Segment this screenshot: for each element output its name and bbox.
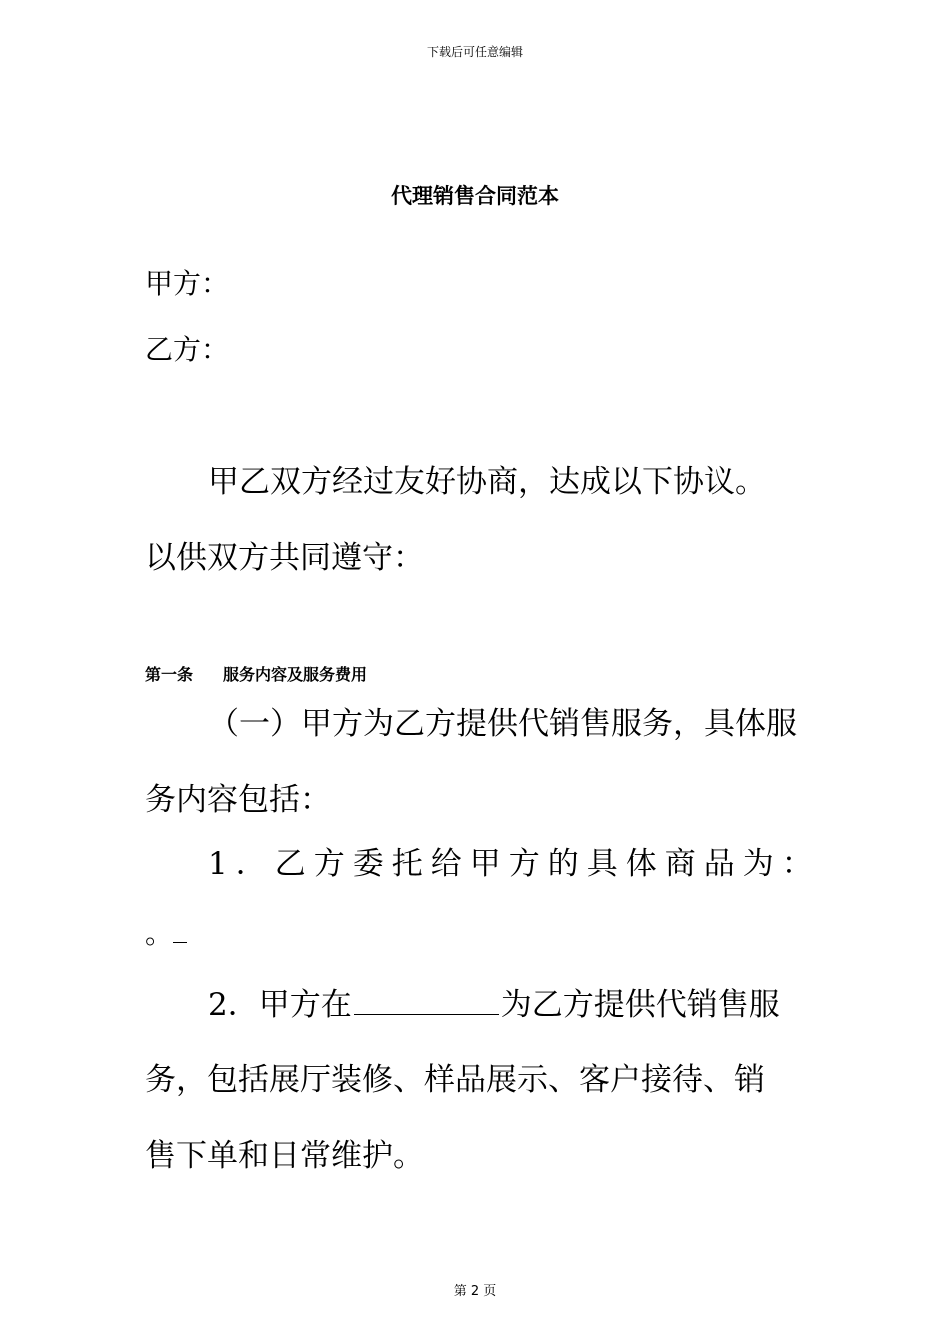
party-b-label: 乙方： — [145, 333, 230, 366]
item-1-blank — [173, 916, 187, 943]
item-2-line-2: 务，包括展厅装修、样品展示、客户接待、销 — [145, 1062, 765, 1098]
article-1-heading — [145, 664, 367, 686]
preamble-line-2: 以供双方共同遵守： — [145, 540, 424, 576]
document-title: 代理销售合同范本 — [391, 184, 559, 208]
article-1-number: 第一条 — [145, 665, 194, 684]
article-1-title: 服务内容及服务费用 — [223, 665, 368, 684]
item-2-location-blank — [354, 984, 499, 1015]
party-a-label: 甲方： — [145, 267, 230, 300]
item-1-line-1: 1．乙方委托给甲方的具体商品为： — [208, 846, 821, 882]
page-header-note: 下载后可任意编辑 — [426, 45, 523, 59]
item-1-line-2 — [145, 916, 187, 952]
item-2-prefix: 2．甲方在 — [208, 987, 352, 1023]
clause-1-line-1: （一）甲方为乙方提供代销售服务，具体服 — [208, 706, 797, 742]
clause-1-line-2: 务内容包括： — [145, 782, 331, 818]
item-2-suffix: 为乙方提供代销售服 — [500, 987, 780, 1023]
item-1-period: 。 — [145, 917, 174, 950]
item-2-line-1 — [208, 984, 780, 1025]
item-2-line-3: 售下单和日常维护。 — [145, 1138, 424, 1174]
preamble-line-1: 甲乙双方经过友好协商，达成以下协议。 — [208, 464, 766, 500]
page-number: 第 2 页 — [453, 1284, 497, 1299]
